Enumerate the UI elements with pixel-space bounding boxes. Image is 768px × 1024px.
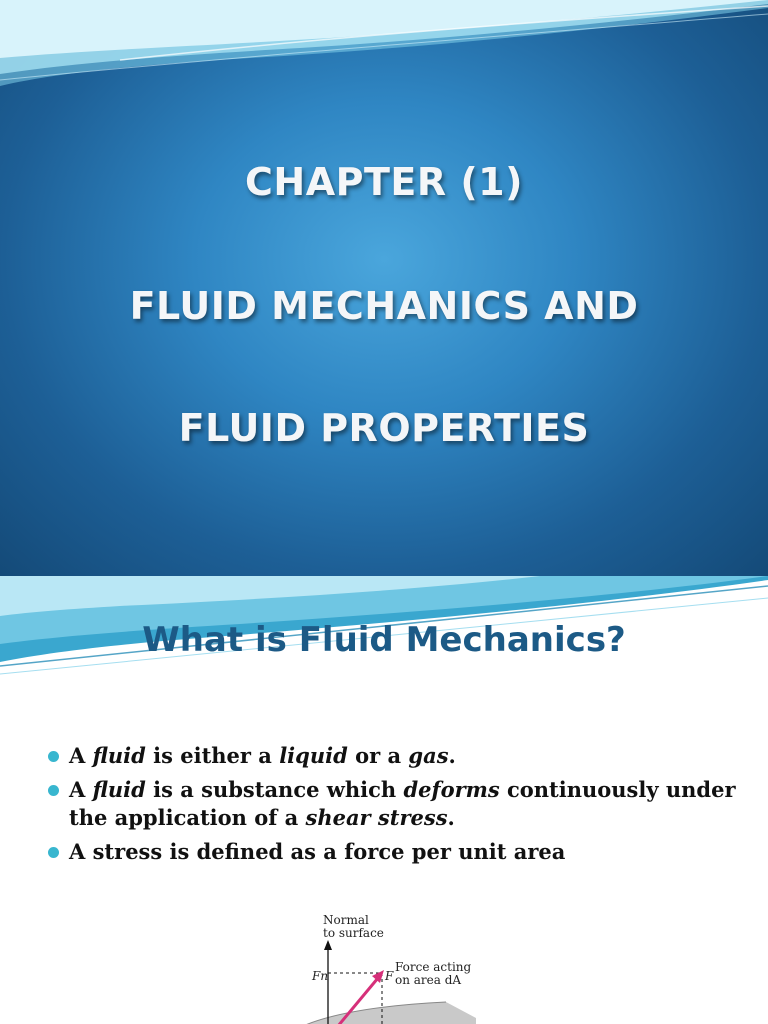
bullet-icon [48, 785, 59, 796]
list-item: A stress is defined as a force per unit area [48, 838, 738, 865]
decorative-swoosh [0, 0, 768, 90]
list-item: A fluid is a substance which deforms continuously under the application of a shear stress. [48, 776, 738, 831]
bullet-icon [48, 847, 59, 858]
list-item: A fluid is either a liquid or a gas. [48, 742, 738, 769]
fn-label: Fn [312, 969, 329, 983]
title-line-2: FLUID MECHANICS AND [129, 284, 639, 328]
normal-label: Normal to surface [323, 913, 384, 941]
bullet-list [48, 742, 738, 872]
f-label: F [385, 969, 394, 983]
slide-heading: What is Fluid Mechanics? [142, 620, 626, 660]
surface-shape [274, 1002, 476, 1024]
force-diagram [246, 906, 476, 1024]
force-label: Force acting on area dA [395, 960, 472, 988]
bullet-icon [48, 751, 59, 762]
content-slide [0, 576, 768, 1024]
normal-arrow-head [324, 940, 332, 950]
title-line-3: FLUID PROPERTIES [178, 406, 590, 450]
chapter-title: CHAPTER (1) [245, 160, 523, 204]
